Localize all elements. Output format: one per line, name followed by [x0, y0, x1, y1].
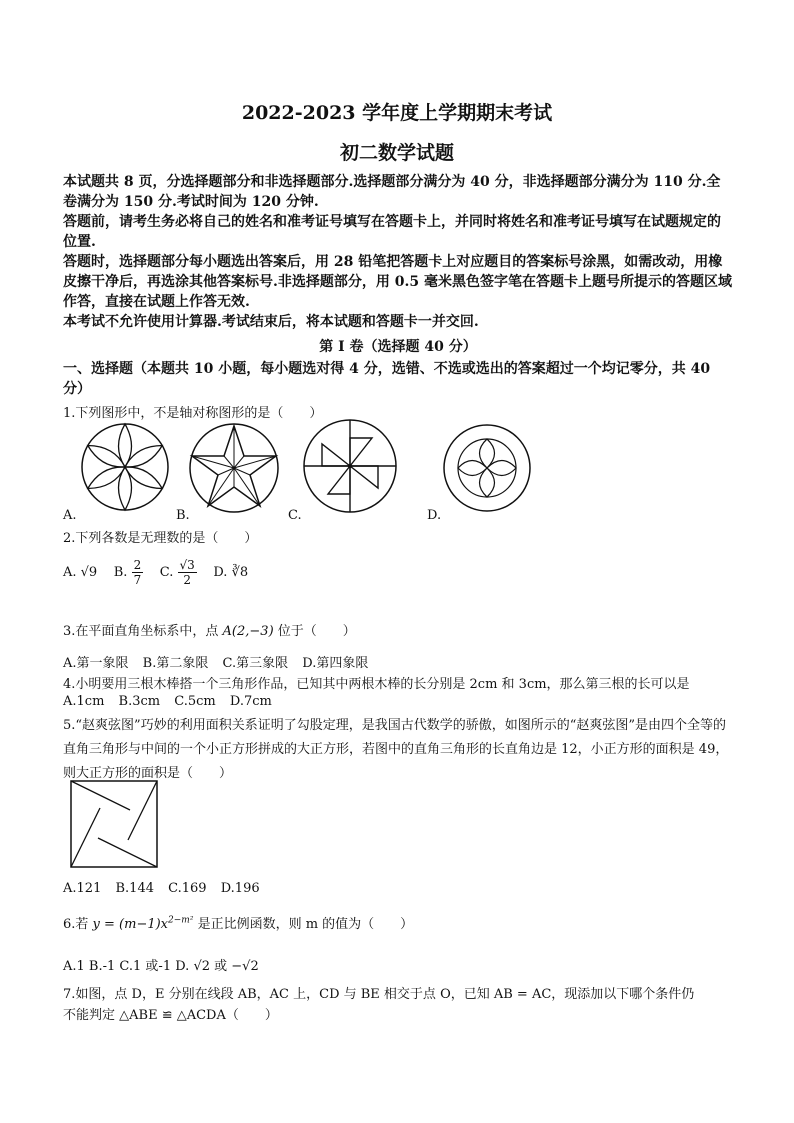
instruction-4: 本考试不允许使用计算器.考试结束后，将本试题和答题卡一并交回.: [63, 314, 479, 330]
q4-option-d: D.7cm: [229, 694, 272, 709]
q1-figure-c-pinwheel: [302, 418, 398, 514]
q1-figure-a-flower: [80, 422, 170, 512]
q3-options: [63, 652, 378, 671]
q2-option-c-fraction: [178, 558, 197, 587]
q3-option-c: C.第三象限: [222, 656, 289, 671]
exam-subtitle: 初二数学试题: [339, 142, 454, 164]
q5-stem: 5.“赵爽弦图”巧妙的利用面积关系证明了勾股定理，是我国古代数学的骄傲，如图所示的“赵爽弦图”是由四个全等的直角三角形与中间的一个小正方形拼成的大正方形，若图中的直角三角形的长直角边是 12，小正方形的面积是 49，则大正方形的面积是（ ）: [63, 718, 729, 781]
instruction-2: 答题前，请考生务必将自己的姓名和准考证号填写在答题卡上，并同时将姓名和准考证号填写在试题规定的位置.: [63, 214, 721, 250]
q5-option-d: D.196: [220, 881, 260, 896]
instruction-1: 本试题共 8 页，分选择题部分和非选择题部分.选择题部分满分为 40 分，非选择题部分满分为 110 分.全卷满分为 150 分.考试时间为 120 分钟.: [63, 174, 721, 210]
q1-label-b: B.: [176, 508, 190, 523]
q2-options: [63, 558, 248, 587]
q1-label-c: C.: [288, 508, 302, 523]
q6-formula: y = (m−1)x: [92, 917, 169, 932]
q2-option-b-fraction: [132, 558, 144, 587]
q3-stem-pre: 3.在平面直角坐标系中，点: [63, 624, 219, 639]
q5-option-c: C.169: [168, 881, 207, 896]
q3-option-b: B.第二象限: [142, 656, 209, 671]
q4-option-a: A.1cm: [63, 694, 105, 709]
instructions: [63, 172, 733, 332]
q6-exponent: 2−m²: [168, 915, 194, 926]
q2-stem: 2.下列各数是无理数的是（ ）: [63, 531, 258, 546]
instruction-3: 答题时，选择题部分每小题选出答案后，用 28 铅笔把答题卡上对应题目的答案标号涂黑，如需改动，用橡皮擦干净后，再选涂其他答案标号.非选择题部分，用 0.5 毫米黑色签字笔在答题卡上题号所提示的答题区域作答，直接在试题上作答无效.: [63, 254, 732, 310]
q2-c-denominator: 2: [183, 573, 191, 587]
q3-stem: [63, 620, 356, 639]
q1-label-a: A.: [63, 508, 77, 523]
q6-stem-post: 是正比例函数，则 m 的值为（ ）: [197, 917, 414, 932]
q6-options: A.1 B.-1 C.1 或-1 D. √2 或 −√2: [63, 959, 259, 974]
q3-option-d: D.第四象限: [302, 656, 369, 671]
q2-b-numerator: 2: [133, 558, 142, 572]
q2-option-c-label: C.: [159, 565, 174, 580]
section-heading: 第 I 卷（选择题 40 分）: [319, 339, 477, 355]
part-heading: 一、选择题（本题共 10 小题，每小题选对得 4 分，选错、不选或选出的答案超过一个均记零分，共 40 分）: [63, 361, 711, 397]
q4-option-b: B.3cm: [118, 694, 161, 709]
q6-stem: [63, 913, 413, 932]
q7-line-1: 7.如图，点 D，E 分别在线段 AB，AC 上，CD 与 BE 相交于点 O，已知 AB = AC，现添加以下哪个条件仍: [63, 987, 695, 1002]
q7-line-2: 不能判定 △ABE ≌ △ACDA（ ）: [63, 1008, 278, 1023]
q5-option-a: A.121: [63, 881, 102, 896]
q5-option-b: B.144: [115, 881, 154, 896]
q2-option-d: D. ∛8: [213, 565, 249, 580]
q2-option-b-label: B.: [113, 565, 128, 580]
q4-option-c: C.5cm: [174, 694, 216, 709]
q2-b-denominator: 7: [133, 573, 142, 587]
q5-zhaoshuang-figure: [70, 780, 158, 868]
q4-stem: 4.小明要用三根木棒搭一个三角形作品，已知其中两根木棒的长分别是 2cm 和 3cm，那么第三根的长可以是: [63, 677, 690, 692]
q1-figure-b-star: [188, 422, 280, 514]
q5-options: [63, 881, 270, 896]
q1-label-d: D.: [427, 508, 442, 523]
q6-stem-pre: 6.若: [63, 917, 89, 932]
q2-option-a: A. √9: [63, 565, 98, 580]
q3-point: A(2,−3): [222, 624, 274, 639]
q1-stem: 1.下列图形中，不是轴对称图形的是（ ）: [63, 406, 323, 421]
q2-c-numerator: √3: [179, 558, 195, 572]
q3-option-a: A.第一象限: [63, 656, 129, 671]
q4-options: [63, 694, 282, 709]
q3-stem-post: 位于（ ）: [277, 624, 356, 639]
q1-figure-d-quatrefoil: [442, 423, 532, 513]
exam-title: 2022-2023 学年度上学期期末考试: [241, 102, 553, 124]
